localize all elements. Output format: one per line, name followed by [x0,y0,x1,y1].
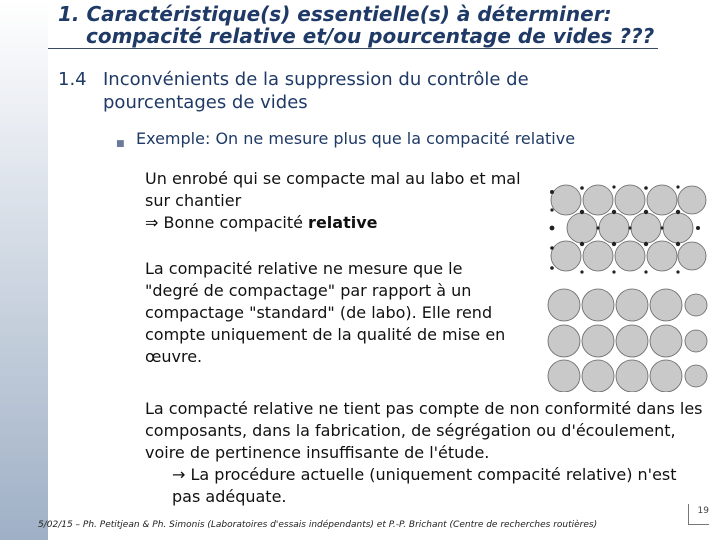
paragraph-2: La compacité relative ne mesure que le "degré de compactage" par rapport à un compactage "standard" (de labo). Elle rend compte uniquement de la qualité de mise en œuvre. [145,259,506,366]
example-bullet [116,129,676,149]
bullet-square-icon: ■ [116,139,125,149]
slide-footer: 5/02/15 – Ph. Petitjean & Ph. Simonis (Laboratoires d'essais indépendants) et P.-P. Brichant (Centre de recherches routières) [38,520,598,530]
title-line-1: 1. Caractéristique(s) essentielle(s) à déterminer: [58,2,612,26]
paragraph-1-bold: relative [308,213,378,232]
paragraph-1-text: Un enrobé qui se compacte mal au labo et mal sur chantier [145,169,521,210]
section-number: 1.4 [58,69,87,90]
slide-sidebar [0,0,48,540]
paragraph-3 [145,398,705,508]
section-heading [58,68,638,114]
bullet-label: Exemple [136,129,205,148]
title-line-2: compacité relative et/ou pourcentage de vides ??? [86,24,655,48]
paragraph-3-conclusion: La procédure actuelle (uniquement compacité relative) n'est pas adéquate. [172,465,677,506]
implies-arrow-icon: ⇒ [145,213,159,232]
section-title: Inconvénients de la suppression du contrôle de pourcentages de vides [103,69,529,113]
slide-title [58,3,658,47]
particle-packing-figure [538,178,708,392]
paragraph-1 [145,168,535,234]
title-divider [48,48,658,49]
paragraph-3-text: La compacté relative ne tient pas compte de non conformité dans les composants, dans la fabrication, de ségrégation ou d'écoulement, voire de pertinence insuffisante de l'étude. [145,399,703,462]
right-arrow-icon: → [172,465,186,484]
bullet-text: : On ne mesure plus que la compacité relative [204,129,576,148]
lower-loose-packing [548,289,707,392]
page-number: 19 [688,504,709,525]
paragraph-1-prefix: Bonne compacité [158,213,309,232]
